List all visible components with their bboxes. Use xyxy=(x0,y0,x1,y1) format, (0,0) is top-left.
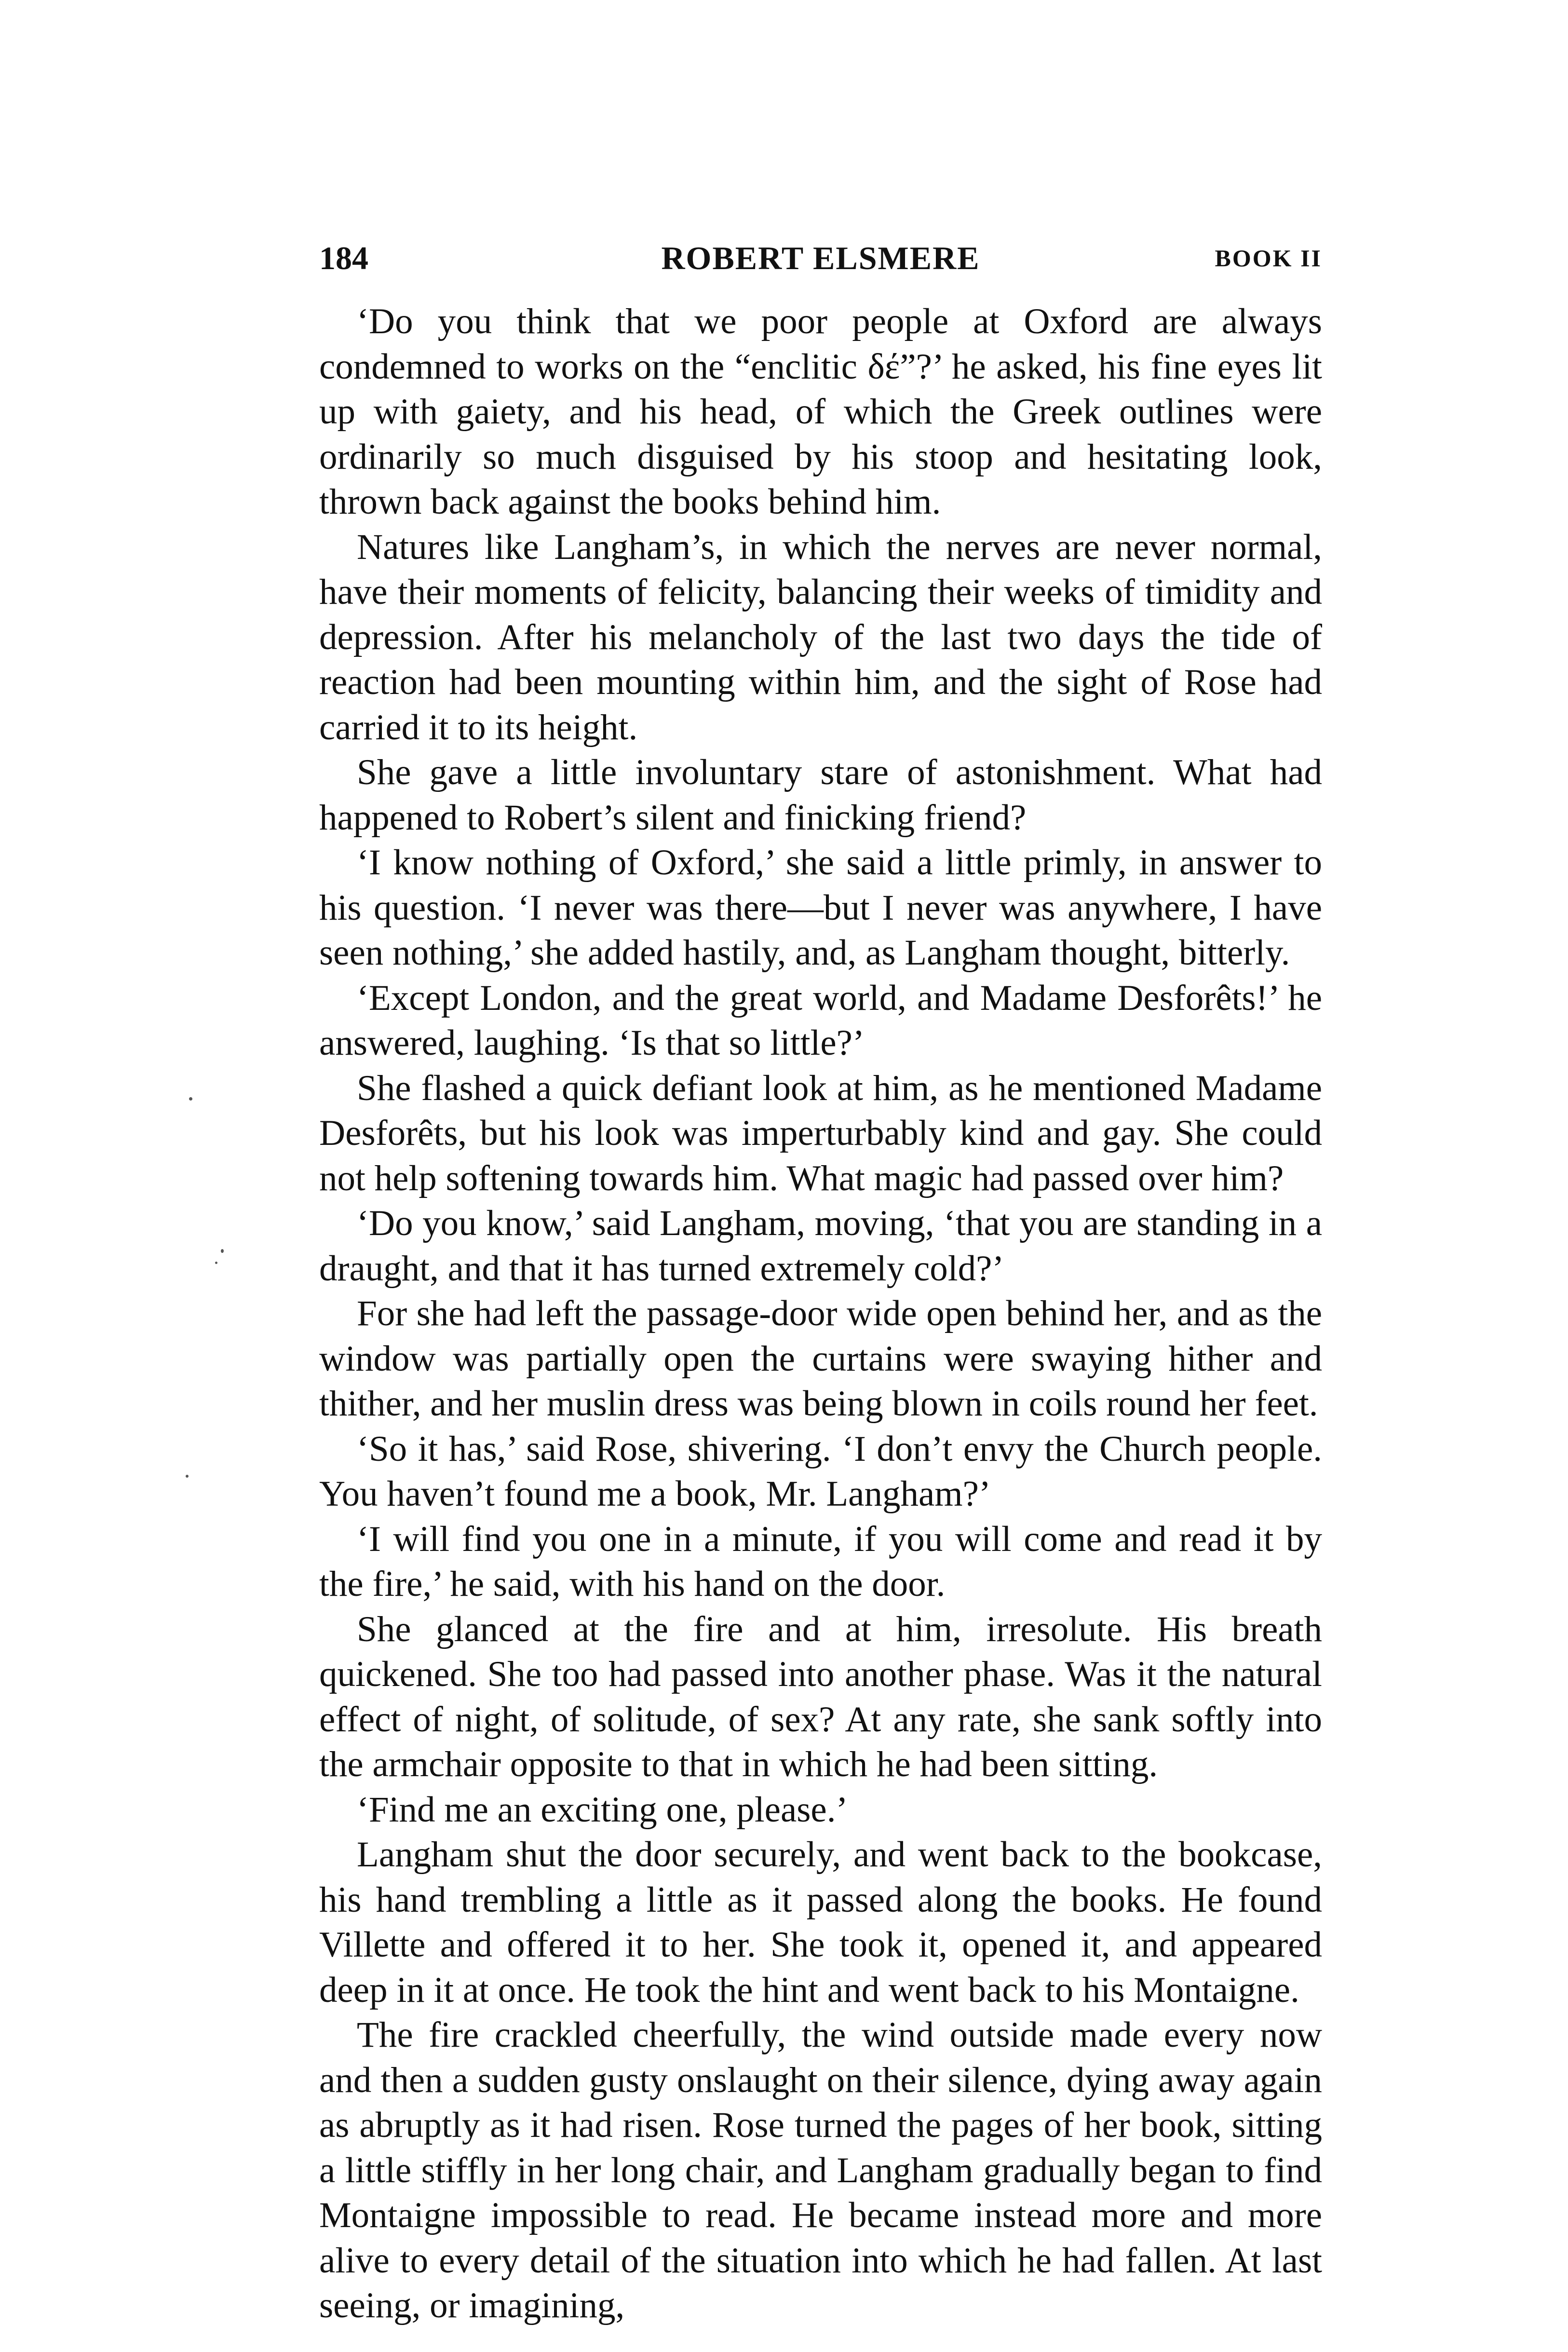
paragraph: ‘I will find you one in a minute, if you will come and read it by the fire,’ he said, with his hand on the door. xyxy=(319,1519,1322,1604)
paragraph: She glanced at the fire and at him, irresolute. His breath quickened. She too had passed into another phase. Was it the natural effect of night, of solitude, of sex? At any rate, she sank softly into the armchair opposite to that in which he had been sitting. xyxy=(319,1609,1322,1784)
scan-speck xyxy=(189,1097,192,1101)
paragraph: Langham shut the door securely, and went back to the bookcase, his hand trembling a little as it passed along the books. He found Villette and offered it to her. She took it, opened it, and appeared deep in it at once. He took the hint and went back to his Montaigne. xyxy=(319,1835,1322,2010)
body-text xyxy=(319,299,1322,2328)
paragraph: For she had left the passage-door wide open behind her, and as the window was partially open the curtains were swaying hither and thither, and her muslin dress was being blown in coils round her feet. xyxy=(319,1293,1322,1424)
paragraph: ‘Do you know,’ said Langham, moving, ‘that you are standing in a draught, and that it has turned extremely cold?’ xyxy=(319,1203,1322,1289)
paragraph: ‘So it has,’ said Rose, shivering. ‘I don’t envy the Church people. You haven’t found me a book, Mr. Langham?’ xyxy=(319,1428,1322,1514)
page-number: 184 xyxy=(319,240,368,276)
paragraph: The fire crackled cheerfully, the wind outside made every now and then a sudden gusty onslaught on their silence, dying away again as abruptly as it had risen. Rose turned the pages of her book, sitting a little stiffly in her long chair, and Langham gradually began to find Montaigne impossible to read. He became instead more and more alive to every detail of the situation into which he had fallen. At last seeing, or imagining, xyxy=(319,2015,1322,2325)
running-title: ROBERT ELSMERE xyxy=(661,240,980,276)
scan-speck xyxy=(186,1475,189,1478)
paragraph: Natures like Langham’s, in which the nerves are never normal, have their moments of felicity, balancing their weeks of timidity and depression. After his melancholy of the last two days the tide of reaction had been mounting within him, and the sight of Rose had carried it to its height. xyxy=(319,527,1322,748)
page-header xyxy=(319,236,1322,280)
scan-speck xyxy=(215,1262,217,1264)
paragraph: She flashed a quick defiant look at him, as he mentioned Madame Desforêts, but his look was imperturbably kind and gay. She could not help softening towards him. What magic had passed over him? xyxy=(319,1068,1322,1198)
paragraph: ‘Find me an exciting one, please.’ xyxy=(357,1789,848,1830)
scan-speck xyxy=(221,1249,224,1253)
paragraph: She gave a little involuntary stare of astonishment. What had happened to Robert’s silent and finicking friend? xyxy=(319,752,1322,838)
paragraph: ‘Except London, and the great world, and Madame Desforêts!’ he answered, laughing. ‘Is that so little?’ xyxy=(319,978,1322,1063)
book-label: BOOK II xyxy=(1215,245,1322,272)
paragraph: ‘I know nothing of Oxford,’ she said a little primly, in answer to his question. ‘I never was there—but I never was anywhere, I have seen nothing,’ she added hastily, and, as Langham thought, bitterly. xyxy=(319,843,1322,973)
paragraph: ‘Do you think that we poor people at Oxford are always condemned to works on the “enclitic δέ”?’ he asked, his fine eyes lit up with gaiety, and his head, of which the Greek outlines were ordinarily so much disguised by his stoop and hesitating look, thrown back against the books behind him. xyxy=(319,301,1322,522)
